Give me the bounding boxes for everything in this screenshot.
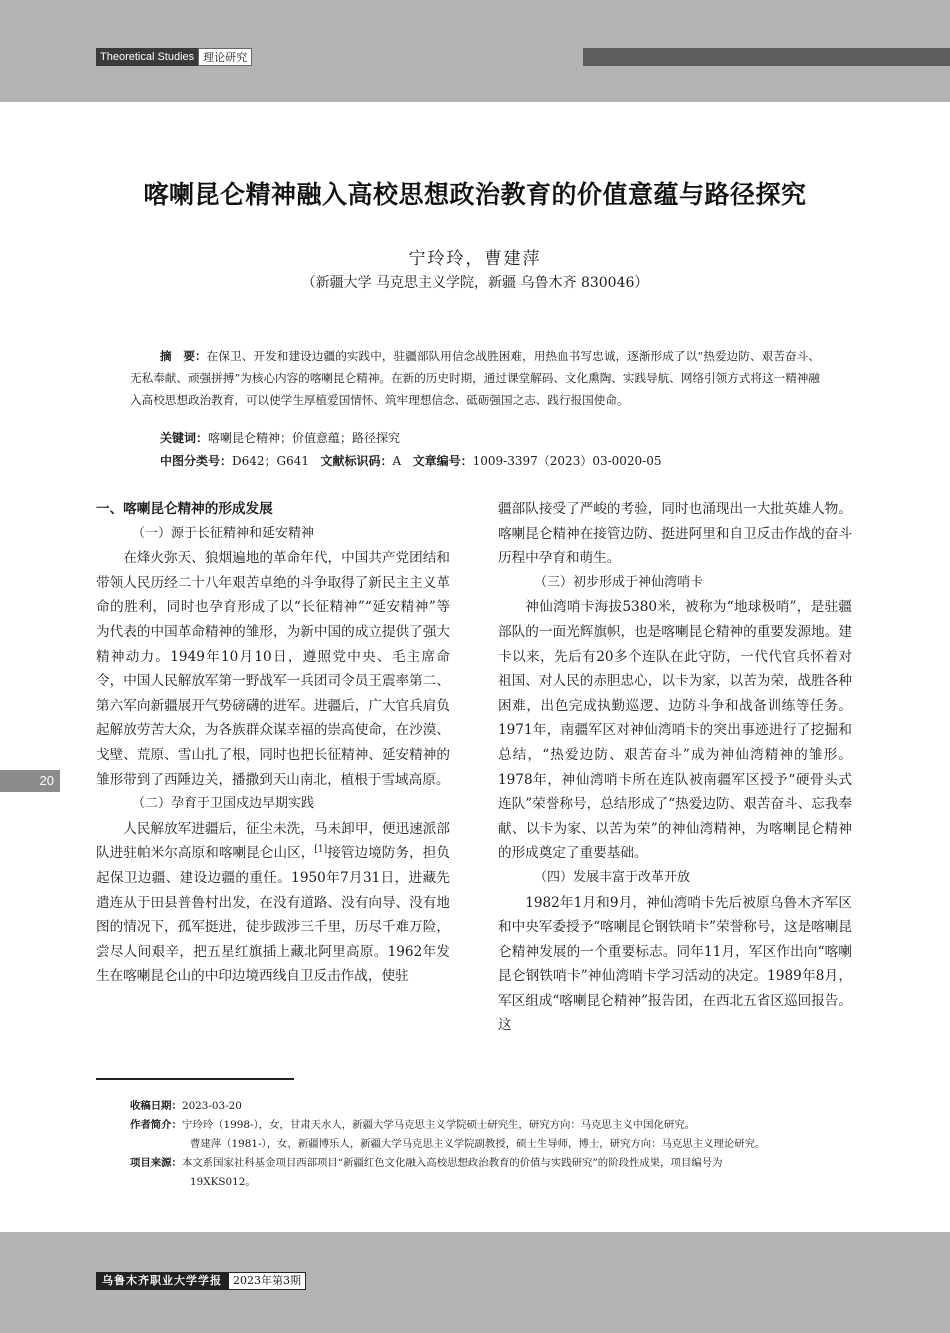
subsection-heading: （三）初步形成于神仙湾哨卡: [534, 574, 704, 590]
author-label: 作者简介：: [130, 1119, 182, 1131]
article-number-value: 1009-3397（2023）03-0020-05: [472, 454, 662, 468]
abstract-text: 在保卫、开发和建设边疆的实践中，驻疆部队用信念战胜困难，用热血书写忠诚，逐渐形成了以“热爱边防、艰苦奋斗、无私奉献、顽强拼搏”为核心内容的喀喇昆仑精神。在新的历史时期，通过课堂解码、文化熏陶、实践导航、网络引领方式将这一精神融入高校思想政治教育，可以使学生厚植爱国情怀、筑牢理想信念、砥砺强国之志、践行报国使命。: [130, 349, 820, 407]
fund-label: 项目来源：: [130, 1157, 182, 1169]
affiliation: （新疆大学 马克思主义学院，新疆 乌鲁木齐 830046）: [301, 275, 649, 291]
subsection-heading: （四）发展丰富于改革开放: [534, 869, 691, 885]
paragraph-part: 接管边境防务，担负起保卫边疆、建设边疆的重任。1950年7月31日，进藏先遣连从于田县普鲁村出发，在没有道路、没有向导、没有地图的情况下，孤军挺进，徒步跋涉三千里，历尽千难万险，尝尽人间艰辛，把五星红旗插上藏北阿里高原。1962年发生在喀喇昆仑山的中印边境西线自卫反击作战，使驻: [96, 845, 451, 985]
subsection-heading: （二）孕育于卫国戍边早期实践: [132, 796, 315, 812]
abstract: [130, 345, 820, 411]
paragraph: 在烽火弥天、狼烟遍地的革命年代，中国共产党团结和带领人民历经二十八年艰苦卓绝的斗争取得了新民主主义革命的胜利，同时也孕育形成了以“长征精神”“延安精神”等为代表的中国革命精神的雏形，为新中国的成立提供了强大精神动力。1949年10月10日，遵照党中央、毛主席命令，中国人民解放军第一野战军一兵团司令员王震率第二、第六军向新疆展开气势磅礴的进军。进疆后，广大官兵肩负起解放劳苦大众，为各族群众谋幸福的崇高使命，在沙漠、戈壁、荒原、雪山扎了根，同时也把长征精神、延安精神的雏形带到了西陲边关，播撒到天山南北，植根于雪域高原。: [96, 550, 450, 788]
keywords-label: 关键词：: [160, 431, 209, 445]
left-column: [96, 497, 450, 989]
right-column: [498, 497, 852, 1038]
paragraph: [96, 817, 450, 989]
footnote-fund-number: 19XKS012。: [190, 1176, 256, 1188]
paragraph-continued: 疆部队接受了严峻的考验，同时也涌现出一大批英雄人物。喀喇昆仑精神在接管边防、挺进阿里和自卫反击作战的奋斗历程中孕育和萌生。: [498, 501, 852, 567]
article-title: 喀喇昆仑精神融入高校思想政治教育的价值意蕴与路径探究: [143, 180, 807, 209]
running-head-en: Theoretical Studies: [96, 48, 198, 66]
clc-value: D642；G641: [232, 454, 310, 468]
keywords: [160, 428, 400, 448]
paragraph-part: 人民解放军进疆后，征尘未洗，马未卸甲，便迅速派部队进驻帕米尔高原和喀喇昆仑山区，: [96, 820, 450, 862]
clc-label: 中图分类号：: [160, 454, 233, 468]
journal-info: [96, 1272, 306, 1290]
received-date: 2023-03-20: [181, 1100, 242, 1112]
section-heading: 一、喀喇昆仑精神的形成发展: [96, 501, 273, 517]
doc-code-value: A: [392, 454, 402, 468]
keywords-text: 喀喇昆仑精神；价值意蕴；路径探究: [208, 431, 401, 445]
running-head-zh: 理论研究: [198, 48, 252, 66]
abstract-label: 摘 要：: [160, 349, 207, 363]
author1-bio: 宁玲玲（1998-），女，甘肃天水人，新疆大学马克思主义学院硕士研究生，研究方向：马克思主义中国化研究。: [181, 1119, 696, 1131]
doc-code-label: 文献标识码：: [320, 454, 393, 468]
paragraph: 1982年1月和9月，神仙湾哨卡先后被原乌鲁木齐军区和中央军委授予“喀喇昆仑钢铁哨卡”荣誉称号，这是喀喇昆仑精神发展的一个重要标志。同年11月，军区作出向“喀喇昆仑钢铁哨卡”神仙湾哨卡学习活动的决定。1989年8月，军区组成“喀喇昆仑精神”报告团，在西北五省区巡回报告。这: [498, 894, 852, 1034]
journal-name: 乌鲁木齐职业大学学报: [96, 1272, 228, 1290]
journal-issue: 2023年第3期: [228, 1272, 306, 1290]
citation: [1]: [314, 844, 328, 855]
subsection-heading: （一）源于长征精神和延安精神: [132, 525, 315, 541]
received-label: 收稿日期：: [130, 1100, 182, 1112]
footnote-received: [130, 1097, 242, 1116]
classification: [160, 451, 662, 471]
paragraph: 神仙湾哨卡海拔5380米，被称为“地球极哨”，是驻疆部队的一面光辉旗帜，也是喀喇昆仑精神的重要发源地。建卡以来，先后有20多个连队在此守防，一代代官兵怀着对祖国、对人民的赤胆忠心，以卡为家，以苦为荣，战胜各种困难，出色完成执勤巡逻、边防斗争和战备训练等任务。1971年，南疆军区对神仙湾哨卡的突出事迹进行了挖掘和总结，“热爱边防、艰苦奋斗”成为神仙湾精神的雏形。1978年，神仙湾哨卡所在连队被南疆军区授予“硬骨头式连队”荣誉称号，总结形成了“热爱边防、艰苦奋斗、忘我奉献、以卡为家、以苦为荣”的神仙湾精神，为喀喇昆仑精神的形成奠定了重要基础。: [498, 599, 852, 862]
footnote-author2: 曹建萍（1981-），女，新疆博乐人，新疆大学马克思主义学院副教授，硕士生导师，博士，研究方向：马克思主义理论研究。: [190, 1138, 766, 1150]
article-number-label: 文章编号：: [412, 454, 473, 468]
footnote-author1: [130, 1116, 695, 1135]
footnote-rule: [96, 1078, 294, 1080]
running-head: [96, 48, 252, 66]
authors: 宁玲玲，曹建萍: [408, 249, 542, 269]
fund-text: 本文系国家社科基金项目西部项目“新疆红色文化融入高校思想政治教育的价值与实践研究”的阶段性成果，项目编号为: [181, 1157, 723, 1169]
header-bar: [583, 48, 950, 66]
footnote-fund: [130, 1154, 723, 1173]
page-number: 20: [0, 770, 60, 792]
